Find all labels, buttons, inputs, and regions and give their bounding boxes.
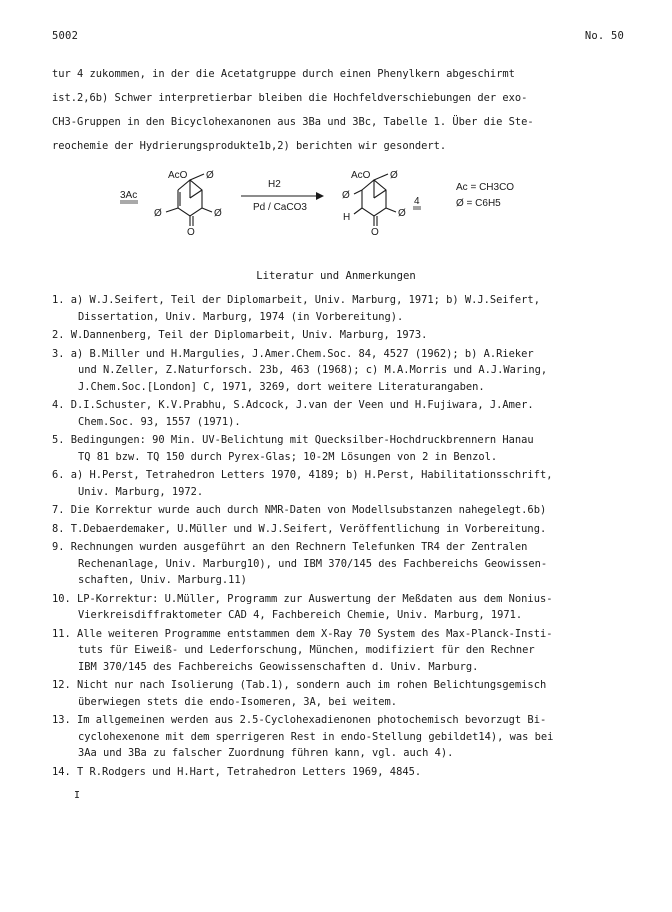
reference-line: tuts für Eiweiß- und Lederforschung, München, modifiziert für den Rechner [78,644,535,656]
intro-line: reochemie der Hydrierungsprodukte1b,2) berichten wir gesondert. [52,140,447,152]
reference-item [52,677,642,710]
reference-line: Dissertation, Univ. Marburg, 1974 (in Vorbereitung). [78,310,404,323]
reference-line: 12. Nicht nur nach Isolierung (Tab.1), sondern auch im rohen Belichtungsgemisch [52,679,547,691]
reference-line: überwiegen stets die endo-Isomeren, 3A, bei weitem. [78,695,398,708]
reference-item [52,432,642,465]
scheme-aco-1: AcO [168,170,188,181]
reference-line: IBM 370/145 des Fachbereichs Geowissenschaften d. Univ. Marburg. [78,660,479,673]
section-title: Literatur und Anmerkungen [256,270,416,282]
scheme-phi-1: Ø [206,170,214,181]
scheme-reagent-top: H2 [268,179,281,190]
reference-line: TQ 81 bzw. TQ 150 durch Pyrex-Glas; 10-2M Lösungen von 2 in Benzol. [78,450,498,463]
scheme-phi-2: Ø [154,208,162,219]
scheme-phi-6: Ø [398,208,406,219]
reference-line: Chem.Soc. 93, 1557 (1971). [78,415,241,428]
reference-item [52,539,642,589]
reference-line: Vierkreisdiffraktometer CAD 4, Fachbereich Chemie, Univ. Marburg, 1971. [78,609,523,621]
reference-item [52,521,642,538]
reference-item [52,292,642,325]
scheme-o-1: O [187,227,195,238]
reference-line: 4. D.I.Schuster, K.V.Prabhu, S.Adcock, J.van der Veen und H.Fujiwara, J.Amer. [52,399,534,411]
scheme-phi-3: Ø [214,208,222,219]
reference-item [52,467,642,500]
scheme-phi-5: Ø [342,190,350,201]
scheme-aco-2: AcO [351,170,371,181]
intro-line: CH3-Gruppen in den Bicyclohexanonen aus 3Ba und 3Bc, Tabelle 1. Über die Ste- [52,116,534,128]
scheme-start-label: 3Ac [120,190,138,201]
reference-item [52,327,642,344]
scheme-legend-phi: Ø = C6H5 [456,198,501,209]
scheme-phi-4: Ø [390,170,398,181]
structure-4 [354,174,396,226]
reference-line: Univ. Marburg, 1972. [78,485,204,498]
reference-line: 11. Alle weiteren Programme entstammen dem X-Ray 70 System des Max-Planck-Insti- [52,627,553,640]
reaction-scheme [116,168,536,238]
reference-item [52,502,642,519]
reference-list [52,292,642,780]
reference-line: 13. Im allgemeinen werden aus 2.5-Cyclohexadienonen photochemisch bevorzugt Bi- [52,714,547,726]
reference-line: cyclohexenone mit dem sperrigeren Rest in endo-Stellung gebildet14), was bei [78,730,554,743]
reference-line: 14. T R.Rodgers und H.Hart, Tetrahedron Letters 1969, 4845. [52,765,422,778]
reference-line: J.Chem.Soc.[London] C, 1971, 3269, dort weitere Literaturangaben. [78,380,485,393]
scheme-o-2: O [371,227,379,238]
reference-line: Rechenanlage, Univ. Marburg10), und IBM 370/145 des Fachbereichs Geowissen- [78,557,548,570]
reference-line: 6. a) H.Perst, Tetrahedron Letters 1970, 4189; b) H.Perst, Habilitationsschrift, [52,469,553,481]
intro-paragraph [52,62,624,158]
intro-line: ist.2,6b) Schwer interpretierbar bleiben die Hochfeldverschiebungen der exo- [52,92,528,104]
reference-item [52,397,642,430]
reference-line: 10. LP-Korrektur: U.Müller, Programm zur Auswertung der Meßdaten aus dem Nonius- [52,592,553,605]
reference-line: 3. a) B.Miller und H.Margulies, J.Amer.Chem.Soc. 84, 4527 (1962); b) A.Rieker [52,347,534,360]
reference-line: schaften, Univ. Marburg.11) [78,574,247,586]
intro-line: tur 4 zukommen, in der die Acetatgruppe durch einen Phenylkern abgeschirmt [52,68,515,80]
scheme-h: H [343,212,351,223]
reference-item [52,346,642,396]
reference-line: 1. a) W.J.Seifert, Teil der Diplomarbeit, Univ. Marburg, 1971; b) W.J.Seifert, [52,294,540,306]
reference-line: 7. Die Korrektur wurde auch durch NMR-Daten von Modellsubstanzen nahegelegt.6b) [52,504,547,516]
reference-line: 3Aa und 3Ba zu falscher Zuordnung führen kann, vgl. auch 4). [78,747,454,759]
reference-item [52,626,642,676]
reference-line: 2. W.Dannenberg, Teil der Diplomarbeit, Univ. Marburg, 1973. [52,329,428,341]
stray-mark: I [74,790,81,801]
scheme-product-label: 4 [414,196,420,207]
reference-item [52,764,642,781]
reference-line: 5. Bedingungen: 90 Min. UV-Belichtung mit Quecksilber-Hochdruckbrennern Hanau [52,434,534,446]
issue-number: No. 50 [584,30,624,42]
structure-3ac [166,174,212,226]
page-number: 5002 [52,30,79,42]
reference-item [52,591,642,624]
reference-item [52,712,642,762]
reference-line: 9. Rechnungen wurden ausgeführt an den Rechnern Telefunken TR4 der Zentralen [52,541,528,553]
scheme-reagent-bottom: Pd / CaCO3 [253,202,307,213]
scheme-legend-ac: Ac = CH3CO [456,182,515,193]
reference-line: 8. T.Debaerdemaker, U.Müller und W.J.Seifert, Veröffentlichung in Vorbereitung. [52,522,547,535]
reference-line: und N.Zeller, Z.Naturforsch. 23b, 463 (1968); c) M.A.Morris und A.J.Waring, [78,364,548,376]
